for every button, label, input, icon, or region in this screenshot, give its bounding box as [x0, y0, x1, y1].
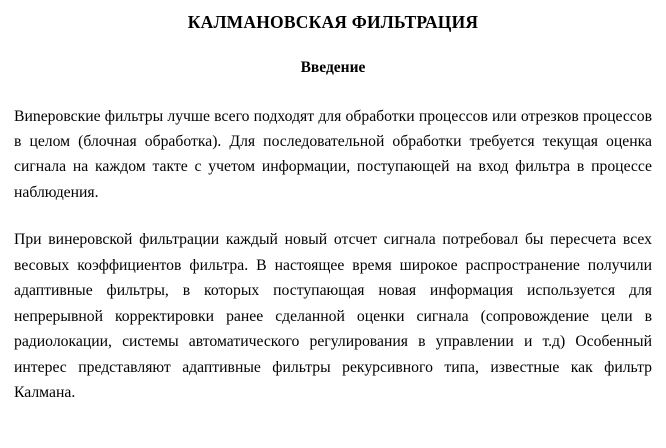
section-heading-introduction: Введение [300, 59, 366, 76]
page-title: КАЛМАНОВСКАЯ ФИЛЬТРАЦИЯ [187, 12, 479, 32]
paragraph: При винеровской фильтрации каждый новый отсчет сигнала потребовал бы пересчета всех весовых коэффициентов фильтра. В настоящее время широкое распространение получили адаптивные фильтры, в которых поступающая новая информация используется для непрерывной корректировки ранее сделанной оценки сигнала (сопровождение цели в радиолокации, системы автоматического регулирования в управлении и т.д) Особенный интерес представляют адаптивные фильтры рекурсивного типа, известные как фильтр Калмана. [14, 231, 652, 401]
paragraph: Виneровские фильтры лучше всего подходят для обработки процессов или отрезков процессов в целом (блочная обработка). Для последовательной обработки требуется текущая оценка сигнала на каждом такте с учетом информации, поступающей на вход фильтра в процессе наблюдения. [14, 107, 652, 201]
